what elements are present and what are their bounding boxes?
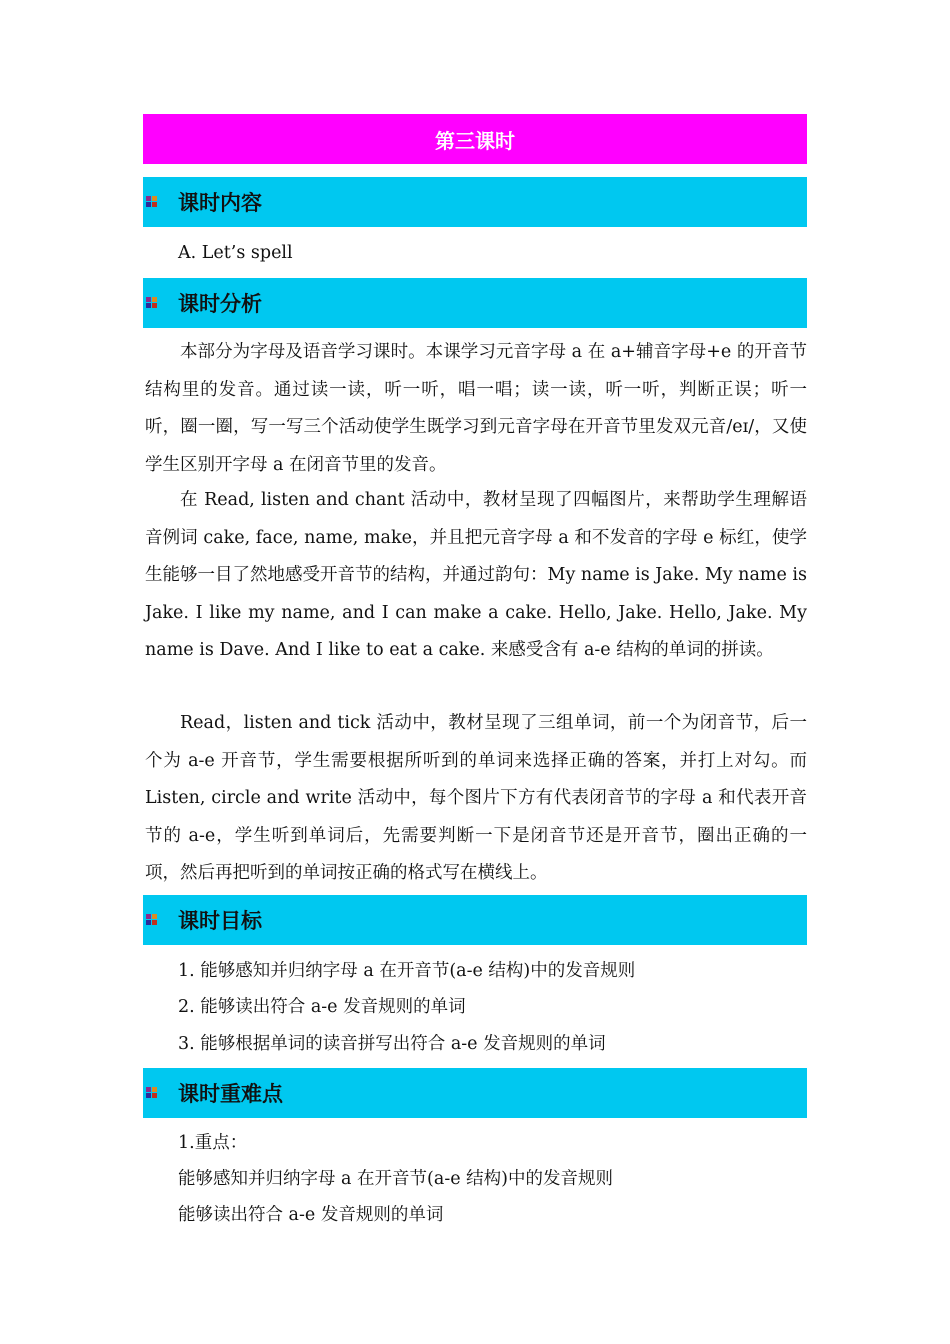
section-heading: 课时重难点	[178, 1082, 283, 1106]
content-item: A. Let’s spell	[178, 243, 293, 263]
lesson-title: 第三课时	[435, 128, 515, 153]
lesson-title-bar	[143, 114, 807, 164]
keypoints-label: 1.重点：	[178, 1133, 248, 1153]
analysis-paragraph-2: 在 Read, listen and chant 活动中，教材呈现了四幅图片，来帮助学生理解语音例词 cake, face, name, make，并且把元音字母 a 和不发音的字母 e 标红，使学生能够一目了然地感受开音节的结构，并通过韵句：My name is Jake. My name is Jake. I like my name, and I can make a cake. Hello, Jake. Hello, Jake. My name is Dave. And I like to eat a cake. 来感受含有 a-e 结构的单词的拼读。	[145, 490, 807, 660]
bullet-icon	[146, 297, 158, 309]
goal-item: 2. 能够读出符合 a-e 发音规则的单词	[178, 997, 466, 1017]
section-heading: 课时内容	[178, 191, 262, 215]
goal-item: 3. 能够根据单词的读音拼写出符合 a-e 发音规则的单词	[178, 1034, 606, 1054]
section-header-content	[143, 177, 807, 227]
analysis-paragraph-1: 本部分为字母及语音学习课时。本课学习元音字母 a 在 a+辅音字母+e 的开音节结构里的发音。通过读一读，听一听，唱一唱；读一读，听一听，判断正误；听一听，圈一圈，写一写三个活动使学生既学习到元音字母在开音节里发双元音/eɪ/，又使学生区别开字母 a 在闭音节里的发音。	[145, 342, 807, 475]
section-header-keypoints	[143, 1068, 807, 1118]
goal-item: 1. 能够感知并归纳字母 a 在开音节(a-e 结构)中的发音规则	[178, 961, 636, 981]
bullet-icon	[146, 196, 158, 208]
analysis-paragraph-3: Read，listen and tick 活动中，教材呈现了三组单词，前一个为闭音节，后一个为 a-e 开音节，学生需要根据所听到的单词来选择正确的答案，并打上对勾。而 Listen, circle and write 活动中，每个图片下方有代表闭音节的字母 a 和代表开音节的 a-e，学生听到单词后，先需要判断一下是闭音节还是开音节，圈出正确的一项，然后再把听到的单词按正确的格式写在横线上。	[145, 713, 807, 883]
bullet-icon	[146, 914, 158, 926]
bullet-icon	[146, 1087, 158, 1099]
section-header-goals	[143, 895, 807, 945]
keypoint-item: 能够感知并归纳字母 a 在开音节(a-e 结构)中的发音规则	[178, 1169, 613, 1189]
section-header-analysis	[143, 278, 807, 328]
section-heading: 课时分析	[178, 292, 262, 316]
section-heading: 课时目标	[178, 909, 262, 933]
keypoint-item: 能够读出符合 a-e 发音规则的单词	[178, 1205, 444, 1225]
